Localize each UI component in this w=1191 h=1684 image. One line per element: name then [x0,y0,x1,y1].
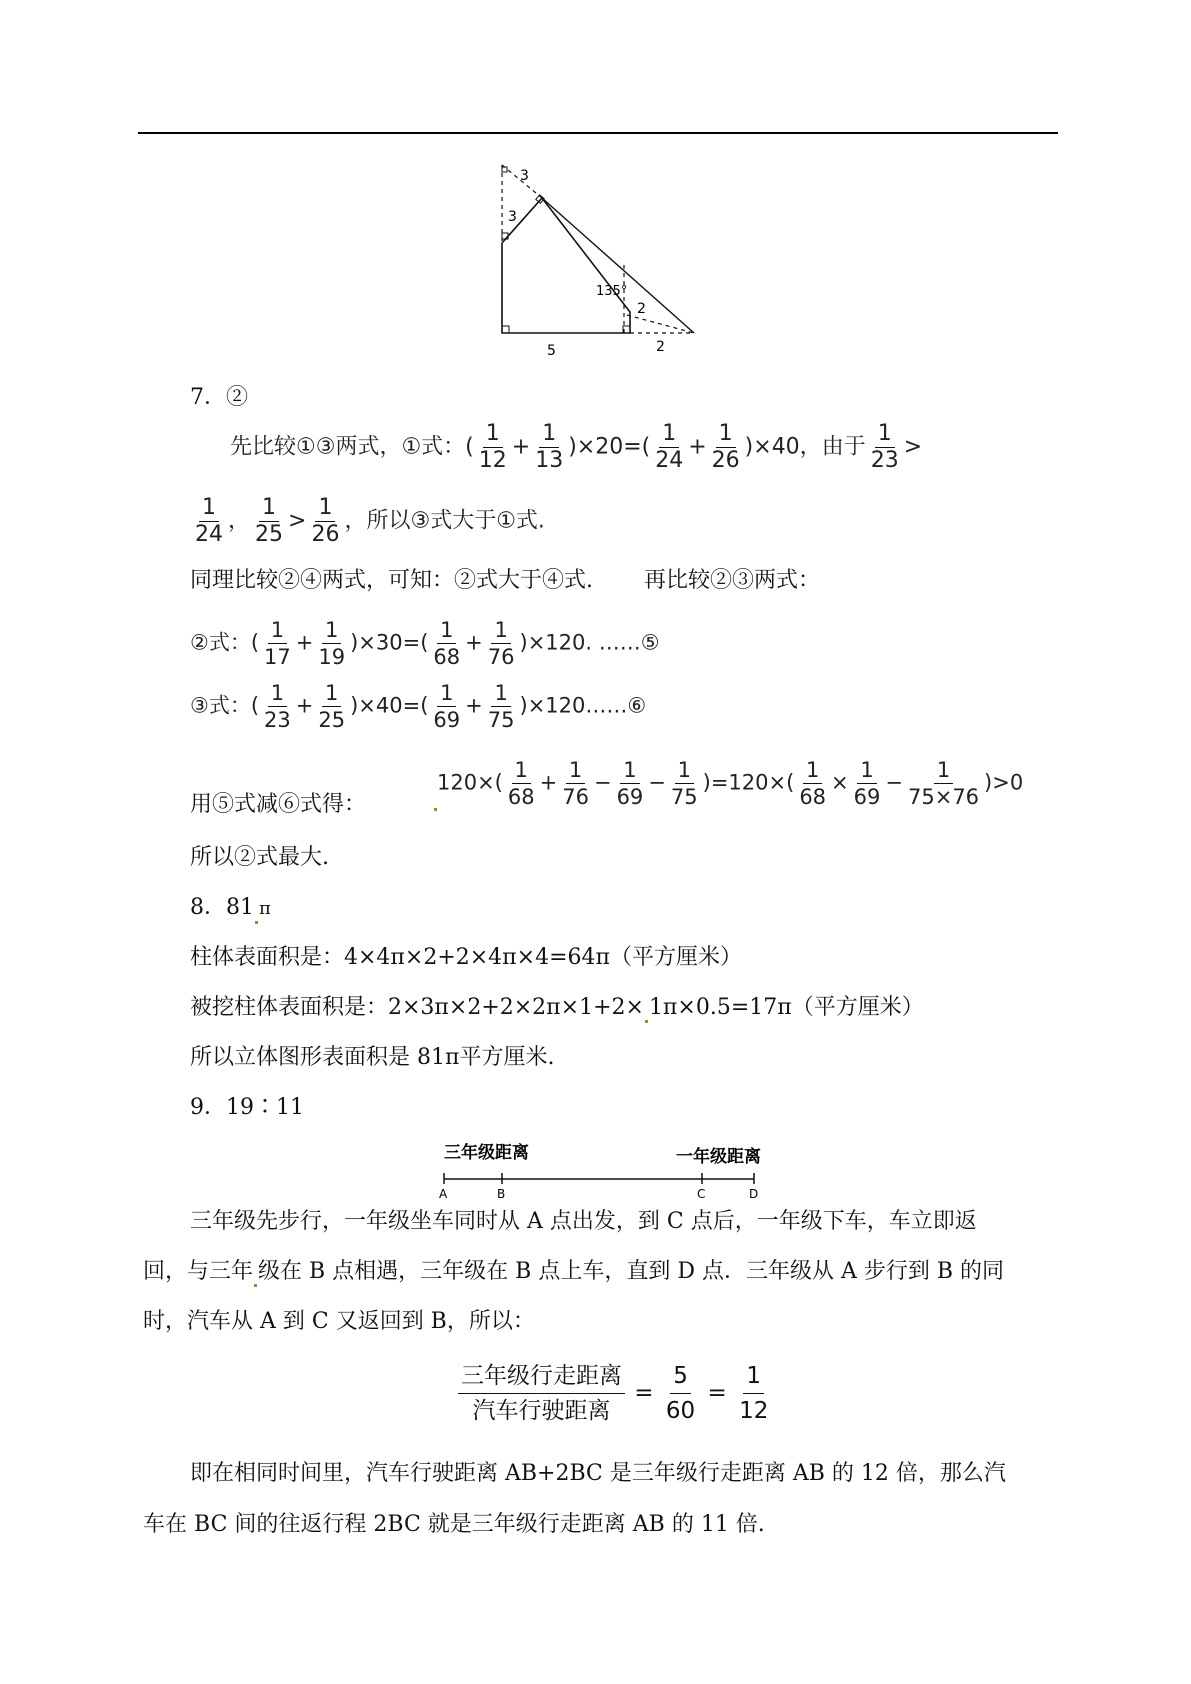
q8-line1: 柱体表面积是：4×4π×2+2×4π×4=64π（平方厘米） [190,945,742,970]
q7-line1-mid: 由于 [821,434,866,460]
diagram-label-grade1: 一年级距离 [676,1147,761,1167]
figure-label-2-vert: 2 [637,301,646,317]
q7-line1-text: 先比较①③两式，①式： [230,434,466,460]
q8-answer-text: 8．81 [190,895,254,920]
header-rule [138,132,1058,134]
q7-answer: 7．② [190,385,248,410]
diagram-label-grade3: 三年级距离 [444,1143,529,1163]
figure-label-3-side: 3 [508,209,517,225]
q7-eq6-label: ③式： [190,693,251,718]
q9-ratio: $\frac{\text{三年级行走距离}}{\text{汽车行驶距离}}$ = $\frac{5}{60}$ = $\frac{1}{12}$ [456,1360,773,1427]
q8-line3: 所以立体图形表面积是 81π平方厘米. [190,1045,555,1070]
q7-eq6-tail: ×120……⑥ [527,693,647,718]
q9-para2-line1: 即在相同时间里，汽车行驶距离 AB+2BC 是三年级行走距离 AB 的 12 倍，那么汽 [190,1461,1006,1486]
q7-line2-end: 所以③式大于①式. [366,508,545,534]
q9-para1-line3: 时，汽车从 A 到 C 又返回到 B，所以： [143,1309,535,1334]
q8-answer [190,893,271,924]
diagram-point-b: B [497,1187,506,1200]
q7-eq5-label: ②式： [190,630,251,655]
stray-mark [255,921,258,924]
q7-eq5-tail: ×120. ……⑤ [527,630,660,655]
stray-mark [645,1020,648,1023]
ratio-v2-num: 1 [743,1360,764,1394]
geometry-figure [490,155,710,365]
ratio-v1-den: 60 [665,1398,696,1424]
ratio-denominator: 汽车行驶距离 [472,1398,611,1424]
q9-para1-line2b: 级在 B 点相遇，三年级在 B 点上车，直到 D 点．三年级从 A 步行到 B 的同 [258,1259,1004,1284]
stray-mark [434,808,437,811]
q8-line2a: 被挖柱体表面积是：2×3π×2+2×2π×1+2× [190,995,644,1020]
ratio-v2-den: 12 [739,1398,769,1424]
diagram-point-c: C [697,1187,706,1200]
q7-conclusion: 所以②式最大. [190,845,329,870]
distance-diagram [436,1138,776,1200]
q7-line3: 同理比较②④两式，可知：②式大于④式. 再比较②③两式： [190,568,820,593]
ratio-numerator: 三年级行走距离 [458,1360,625,1394]
q8-answer-pi: π [259,898,271,919]
figure-label-3-top: 3 [520,168,529,184]
q7-eq-diff: 120×( $\frac{1}{68}$ + $\frac{1}{76}$ − $\frac{1}{69}$ − $\frac{1}{75}$ )=120×( $\frac{1}{68}$ × $\frac{1}{69}$ − $\frac{1}{75\times 76}$ )>0 [437,758,1024,809]
stray-mark [254,1284,257,1287]
figure-label-5: 5 [547,343,556,359]
q9-para2-line2: 车在 BC 间的往返行程 2BC 就是三年级行走距离 AB 的 11 倍. [143,1512,765,1537]
q9-answer: 9．19∶11 [190,1095,304,1120]
q9-para1-line1: 三年级先步行，一年级坐车同时从 A 点出发，到 C 点后，一年级下车，车立即返 [190,1209,977,1234]
q9-para1-line2a: 回，与三年 [143,1259,254,1284]
figure-label-135: 135° [596,284,628,299]
q9-para1-line2 [143,1257,1004,1287]
q7-line2: $\frac{1}{24}$ ， $\frac{1}{25}$ > $\frac{1}{26}$ ，所以③式大于①式. [195,495,545,547]
diagram-point-a: A [439,1187,448,1200]
q8-line2 [190,993,924,1023]
diagram-point-d: D [749,1187,759,1200]
ratio-v1-num: 5 [670,1360,691,1394]
q7-line1: 先比较①③两式，①式：( $\frac{1}{12}$ + $\frac{1}{13}$ )×20=( $\frac{1}{24}$ + $\frac{1}{26}$ )×40，由于 $\frac{1}{23}$ > [230,421,923,473]
figure-label-2-horiz: 2 [656,339,665,355]
q8-line2b: 1π×0.5=17π（平方厘米） [648,995,924,1020]
q7-eq5: ②式：( $\frac{1}{17}$ + $\frac{1}{19}$ )×30=( $\frac{1}{68}$ + $\frac{1}{76}$ )×120. ……⑤ [190,618,660,669]
q7-eq6: ③式：( $\frac{1}{23}$ + $\frac{1}{25}$ )×40=( $\frac{1}{69}$ + $\frac{1}{75}$ )×120……⑥ [190,681,647,732]
q7-line6-label: 用⑤式减⑥式得： [190,792,367,817]
